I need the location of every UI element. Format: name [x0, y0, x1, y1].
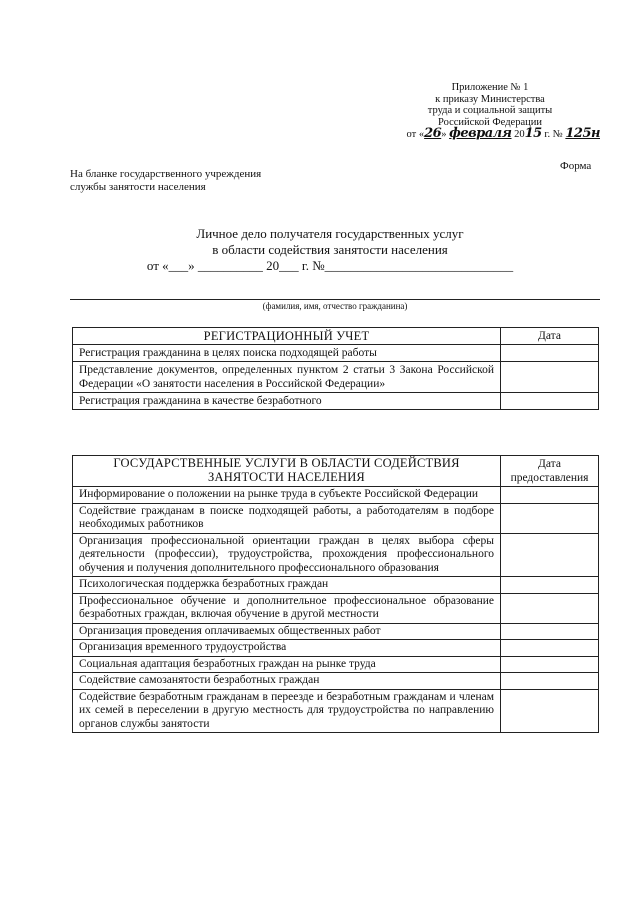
table-row: [73, 533, 599, 577]
table-row: [73, 623, 599, 640]
service-row-label: Информирование о положении на рынке труда в субъекте Российской Федерации: [73, 487, 501, 504]
registration-header-row: [73, 328, 599, 345]
appendix-line-2: к приказу Министерства: [435, 93, 545, 105]
registration-date-cell[interactable]: [501, 345, 599, 362]
service-date-cell[interactable]: [501, 656, 599, 673]
title-line-2: в области содействия занятости населения: [212, 242, 448, 257]
date-month-handwritten: февраля: [449, 126, 512, 141]
service-date-cell[interactable]: [501, 689, 599, 733]
table-row: [73, 673, 599, 690]
date-prefix: от «: [406, 129, 425, 140]
service-row-label: Психологическая поддержка безработных граждан: [73, 577, 501, 594]
registration-row-label: Регистрация гражданина в целях поиска подходящей работы: [73, 345, 501, 362]
service-date-cell[interactable]: [501, 623, 599, 640]
date-mid: »: [441, 129, 447, 140]
date-number-prefix: г. №: [544, 129, 563, 140]
service-row-label: Содействие самозанятости безработных граждан: [73, 673, 501, 690]
service-row-label: Организация проведения оплачиваемых общественных работ: [73, 623, 501, 640]
service-row-label: Профессиональное обучение и дополнительное профессиональное образование безработных граждан, включая обучение в другой местности: [73, 593, 501, 623]
registration-table: [72, 327, 599, 410]
service-row-label: Организация временного трудоустройства: [73, 640, 501, 657]
title-line-1: Личное дело получателя государственных услуг: [196, 226, 464, 241]
table-row: [73, 393, 599, 410]
registration-header: РЕГИСТРАЦИОННЫЙ УЧЕТ: [73, 328, 501, 345]
service-row-label: Организация профессиональной ориентации граждан в целях выбора сферы деятельности (профессии), трудоустройства, прохождения профессионального обучения и получения дополнительного профессионального образования: [73, 533, 501, 577]
registration-date-header: Дата: [501, 328, 599, 345]
table-row: [73, 487, 599, 504]
service-date-cell[interactable]: [501, 640, 599, 657]
service-row-label: Социальная адаптация безработных граждан на рынке труда: [73, 656, 501, 673]
table-row: [73, 577, 599, 594]
table-row: [73, 503, 599, 533]
service-date-cell[interactable]: [501, 593, 599, 623]
service-row-label: Содействие безработным гражданам в переезде и безработным гражданам и членам их семей в переселении в другую местность для трудоустройства по направлению органов службы занятости: [73, 689, 501, 733]
table-row: [73, 345, 599, 362]
fio-caption: (фамилия, имя, отчество гражданина): [262, 301, 408, 311]
service-date-cell[interactable]: [501, 673, 599, 690]
services-header-row: [73, 456, 599, 487]
table-row: [73, 656, 599, 673]
service-date-cell[interactable]: [501, 487, 599, 504]
date-number-handwritten: 125н: [565, 126, 600, 141]
date-year-prefix: 20: [514, 129, 525, 140]
service-row-label: Содействие гражданам в поиске подходящей работы, а работодателям в подборе необходимых работников: [73, 503, 501, 533]
table-row: [73, 362, 599, 393]
appendix-block: [380, 82, 600, 141]
document-title: [0, 226, 640, 274]
registration-row-label: Представление документов, определенных пунктом 2 статьи 3 Закона Российской Федерации «О занятости населения в Российской Федерации»: [73, 362, 501, 393]
form-label: Форма: [560, 160, 592, 172]
services-table: [72, 455, 599, 733]
services-header: ГОСУДАРСТВЕННЫЕ УСЛУГИ В ОБЛАСТИ СОДЕЙСТВИЯ ЗАНЯТОСТИ НАСЕЛЕНИЯ: [73, 456, 501, 487]
table-row: [73, 640, 599, 657]
date-day-handwritten: 26: [424, 126, 442, 141]
appendix-date-line: [380, 128, 600, 141]
service-date-cell[interactable]: [501, 503, 599, 533]
date-year-handwritten: 15: [524, 126, 542, 141]
appendix-line-1: Приложение № 1: [451, 82, 529, 93]
service-date-cell[interactable]: [501, 577, 599, 594]
appendix-line-4: Российской Федерации: [438, 116, 542, 128]
service-date-cell[interactable]: [501, 533, 599, 577]
appendix-line-3: труда и социальной защиты: [427, 105, 553, 116]
table-row: [73, 593, 599, 623]
registration-date-cell[interactable]: [501, 393, 599, 410]
blank-note: На бланке государственного учреждения службы занятости населения: [70, 168, 262, 193]
registration-row-label: Регистрация гражданина в качестве безработного: [73, 393, 501, 410]
services-date-header: Дата предоставления: [501, 456, 599, 487]
table-row: [73, 689, 599, 733]
registration-date-cell[interactable]: [501, 362, 599, 393]
title-number-line: от «___» __________ 20___ г. №_____________________________: [146, 258, 514, 273]
fio-underline: [70, 299, 600, 300]
